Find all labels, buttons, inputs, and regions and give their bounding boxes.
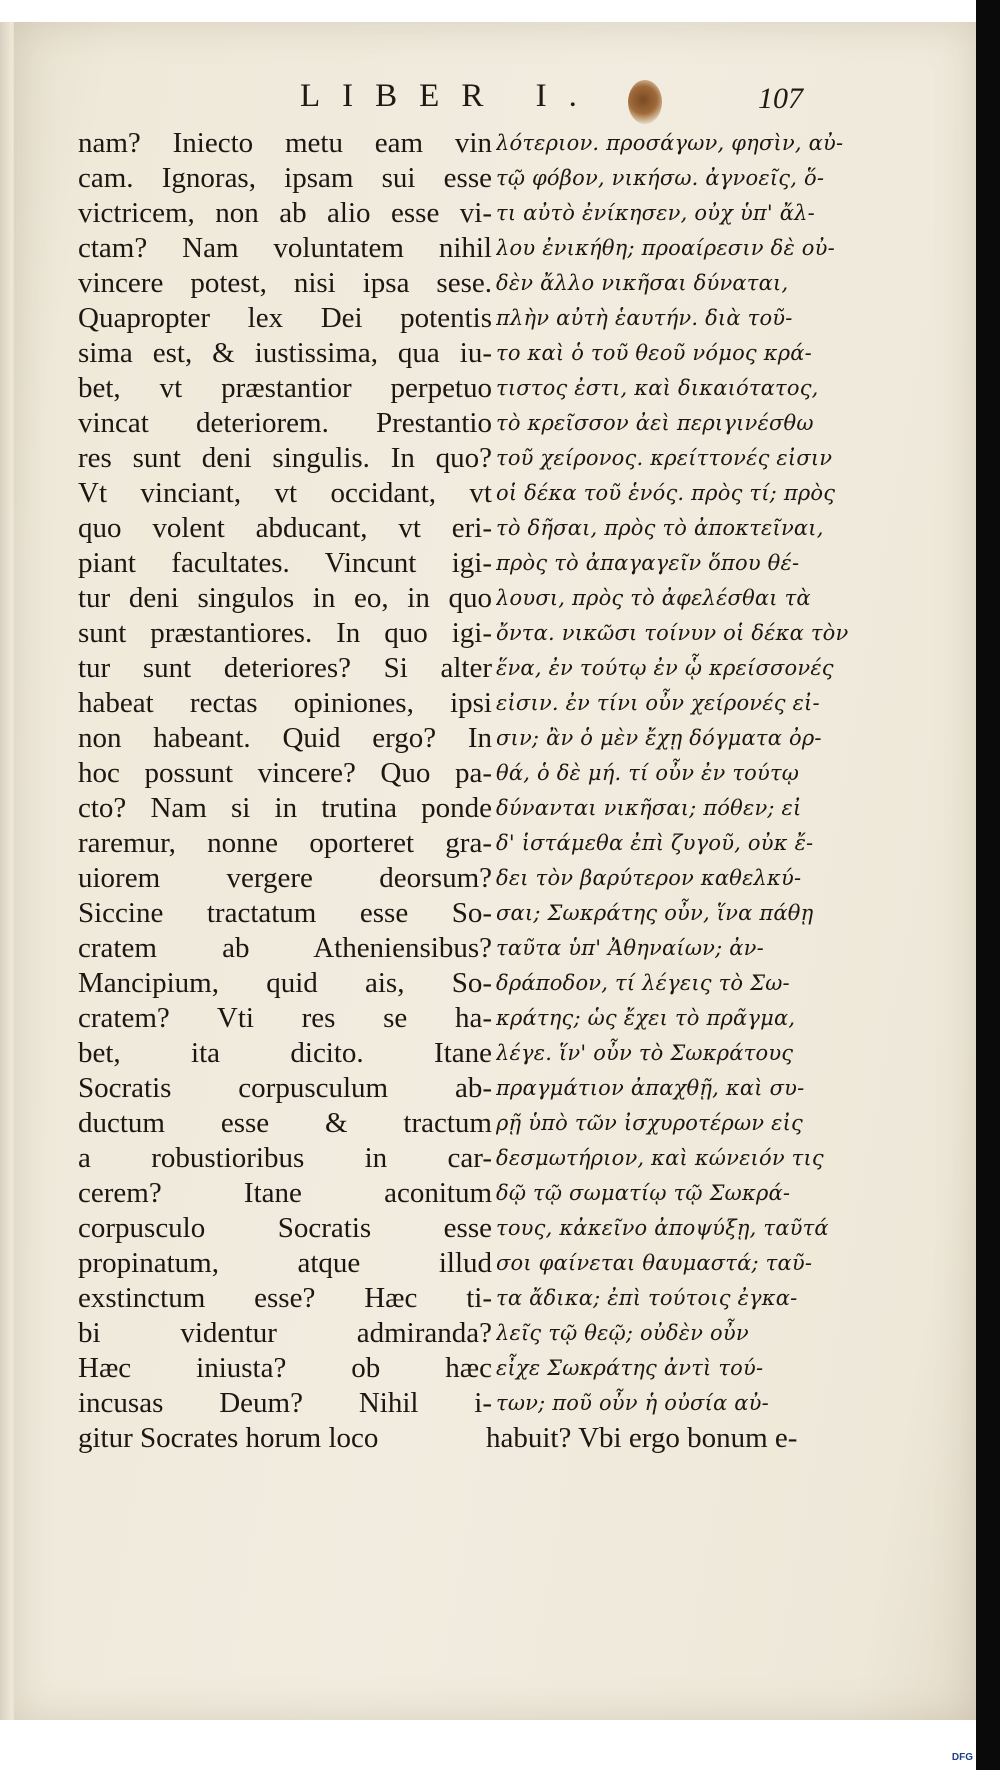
latin-text-line: raremur, nonne oporteret gra- [78, 827, 492, 859]
greek-text-line: δ' ἱστάμεθα ἐπὶ ζυγοῦ, οὐκ ἔ- [496, 831, 814, 855]
latin-text-line: propinatum, atque illud [78, 1247, 492, 1279]
latin-text-line: Hæc iniusta? ob hæc [78, 1352, 492, 1384]
latin-text-line: exstinctum esse? Hæc ti- [78, 1282, 492, 1314]
latin-text-line: vincat deteriorem. Prestantio [78, 407, 492, 439]
latin-text-line: Quapropter lex Dei potentis [78, 302, 492, 334]
greek-text-line: των; ποῦ οὖν ἡ οὐσία αὐ- [496, 1391, 769, 1415]
greek-text-line: ἕνα, ἐν τούτῳ ἐν ᾧ κρείσσονές [496, 656, 834, 680]
greek-text-line: τι αὐτὸ ἐνίκησεν, οὐχ ὑπ' ἄλ- [496, 201, 815, 225]
latin-text-line: Vt vinciant, vt occidant, vt [78, 477, 492, 509]
latin-text-line: cerem? Itane aconitum [78, 1177, 492, 1209]
latin-text-line: Siccine tractatum esse So- [78, 897, 492, 929]
latin-text-line: bet, vt præstantior perpetuo [78, 372, 492, 404]
digitization-credit [0, 1752, 976, 1764]
latin-column [78, 126, 492, 1456]
greek-text-line: σοι φαίνεται θαυμαστά; ταῦ- [496, 1251, 813, 1275]
greek-text-line: δύνανται νικῆσαι; πόθεν; εἰ [496, 796, 802, 820]
greek-text-line: σαι; Σωκράτης οὖν, ἵνα πάθῃ [496, 901, 814, 925]
latin-text-line: piant facultates. Vincunt igi- [78, 547, 492, 579]
latin-text-line: uiorem vergere deorsum? [78, 862, 492, 894]
page-number: 107 [758, 82, 803, 115]
latin-text-line: incusas Deum? Nihil i- [78, 1387, 492, 1419]
greek-text-line: λεῖς τῷ θεῷ; οὐδὲν οὖν [496, 1321, 749, 1345]
greek-text-line: λότεριον. προσάγων, φησὶν, αὐ- [496, 131, 844, 155]
greek-text-line: δράποδον, τί λέγεις τὸ Σω- [496, 971, 790, 995]
greek-text-line: τοῦ χείρονος. κρείττονές εἰσιν [496, 446, 833, 470]
latin-text-line: sima est, & iustissima, qua iu- [78, 337, 492, 369]
latin-text-line: gitur Socrates horum loco [78, 1422, 379, 1454]
latin-text-line: habeat rectas opiniones, ipsi [78, 687, 492, 719]
greek-text-line: το καὶ ὁ τοῦ θεοῦ νόμος κρά- [496, 341, 812, 365]
latin-text-line: quo volent abducant, vt eri- [78, 512, 492, 544]
latin-text-line: cam. Ignoras, ipsam sui esse [78, 162, 492, 194]
greek-text-line: οἱ δέκα τοῦ ἑνός. πρὸς τί; πρὸς [496, 481, 836, 505]
dfg-logo: DFG [949, 1752, 976, 1764]
latin-text-line: corpusculo Socratis esse [78, 1212, 492, 1244]
greek-text-line: τα ἄδικα; ἐπὶ τούτοις ἐγκα- [496, 1286, 798, 1310]
latin-text-line: victricem, non ab alio esse vi- [78, 197, 492, 229]
latin-text-line: a robustioribus in car- [78, 1142, 492, 1174]
latin-text-line: ctam? Nam voluntatem nihil [78, 232, 492, 264]
greek-text-line: ρῇ ὑπὸ τῶν ἰσχυροτέρων εἰς [496, 1111, 803, 1135]
greek-text-line: πλὴν αὐτὴ ἑαυτήν. διὰ τοῦ- [496, 306, 793, 330]
latin-text-line: cratem? Vti res se ha- [78, 1002, 492, 1034]
latin-text-line: vincere potest, nisi ipsa sese. [78, 267, 492, 299]
credit-text: Digitalisierung gefördert durch die Deutsche Forschungsgemeinschaft · [595, 1752, 942, 1764]
greek-text-line: δει τὸν βαρύτερον καθελκύ- [496, 866, 802, 890]
latin-text-line: res sunt deni singulis. In quo? [78, 442, 492, 474]
latin-text-line: Socratis corpusculum ab- [78, 1072, 492, 1104]
greek-text-line: δεσμωτήριον, καὶ κώνειόν τις [496, 1146, 824, 1170]
latin-text-line: nam? Iniecto metu eam vin [78, 127, 492, 159]
greek-text-line: ὄντα. νικῶσι τοίνυν οἱ δέκα τὸν [496, 621, 849, 645]
greek-column [486, 126, 878, 1456]
running-title: LIBER I. [300, 78, 599, 114]
greek-text-line: ταῦτα ὑπ' Ἀθηναίων; ἀν- [496, 936, 764, 960]
scan-border [976, 0, 1000, 1770]
greek-text-line: πραγμάτιον ἀπαχθῇ, καὶ συ- [496, 1076, 805, 1100]
latin-text-line: cratem ab Atheniensibus? [78, 932, 492, 964]
greek-text-line: habuit? Vbi ergo bonum e- [486, 1422, 798, 1454]
latin-text-line: sunt præstantiores. In quo igi- [78, 617, 492, 649]
greek-text-line: λέγε. ἵν' οὖν τὸ Σωκράτους [496, 1041, 794, 1065]
latin-text-line: bi videntur admiranda? [78, 1317, 492, 1349]
latin-text-line: ductum esse & tractum [78, 1107, 492, 1139]
greek-text-line: λουσι, πρὸς τὸ ἀφελέσθαι τὰ [496, 586, 811, 610]
latin-text-line: tur sunt deteriores? Si alter [78, 652, 492, 684]
latin-text-line: cto? Nam si in trutina ponde [78, 792, 492, 824]
greek-text-line: τὸ δῆσαι, πρὸς τὸ ἀποκτεῖναι, [496, 516, 824, 540]
latin-text-line: Mancipium, quid ais, So- [78, 967, 492, 999]
greek-text-line: δὲν ἄλλο νικῆσαι δύναται, [496, 271, 789, 295]
greek-text-line: τιστος ἐστι, καὶ δικαιότατος, [496, 376, 819, 400]
greek-text-line: κράτης; ὡς ἔχει τὸ πρᾶγμα, [496, 1006, 796, 1030]
greek-text-line: τους, κἀκεῖνο ἀποψύξῃ, ταῦτά [496, 1216, 829, 1240]
greek-text-line: τῷ φόβον, νικήσω. ἀγνοεῖς, ὅ- [496, 166, 825, 190]
latin-text-line: hoc possunt vincere? Quo pa- [78, 757, 492, 789]
greek-text-line: θά, ὁ δὲ μή. τί οὖν ἐν τούτῳ [496, 761, 800, 785]
greek-text-line: δῷ τῷ σωματίῳ τῷ Σωκρά- [496, 1181, 791, 1205]
greek-text-line: λου ἐνικήθη; προαίρεσιν δὲ οὐ- [496, 236, 835, 260]
greek-text-line: σιν; ἂν ὁ μὲν ἔχῃ δόγματα ὀρ- [496, 726, 822, 750]
latin-text-line: tur deni singulos in eo, in quo [78, 582, 492, 614]
latin-text-line: non habeant. Quid ergo? In [78, 722, 492, 754]
greek-text-line: εἰσιν. ἐν τίνι οὖν χείρονές εἰ- [496, 691, 820, 715]
greek-text-line: τὸ κρεῖσσον ἀεὶ περιγινέσθω [496, 411, 814, 435]
latin-text-line: bet, ita dicito. Itane [78, 1037, 492, 1069]
greek-text-line: εἶχε Σωκράτης ἀντὶ τού- [496, 1356, 764, 1380]
greek-text-line: πρὸς τὸ ἀπαγαγεῖν ὅπου θέ- [496, 551, 800, 575]
page-header [0, 78, 1000, 124]
